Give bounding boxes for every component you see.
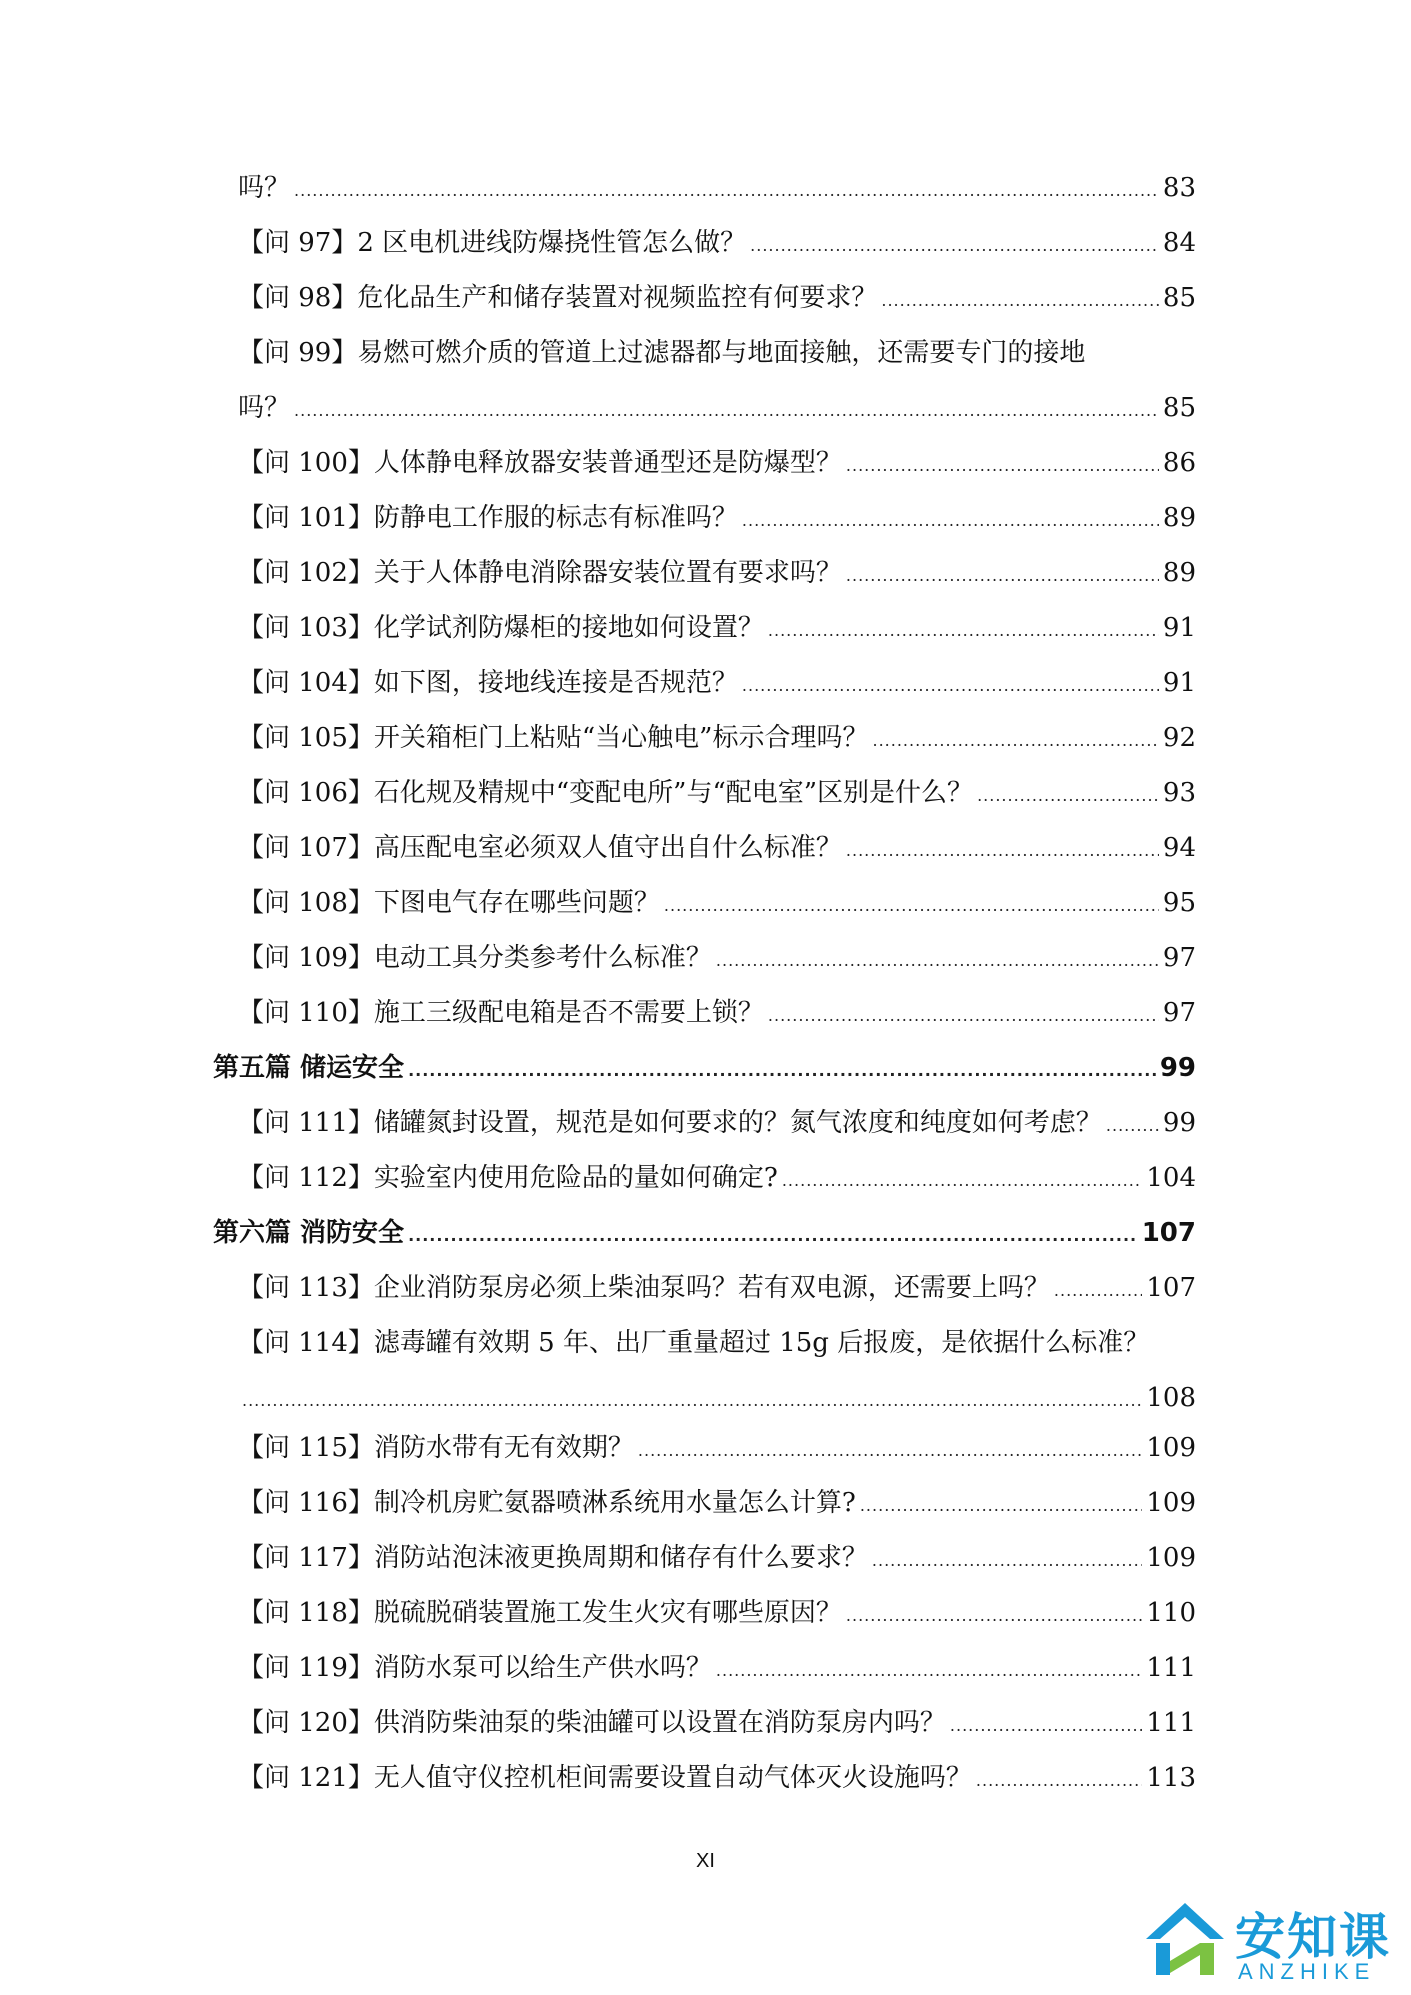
toc-row[interactable]: 【问 118】脱硫脱硝装置施工发生火灾有哪些原因？ ..... 110 (238, 1593, 1196, 1633)
dot-leader (768, 996, 1159, 1036)
dot-leader (860, 1486, 1143, 1526)
page-number: XI (696, 1850, 715, 1872)
toc-row[interactable]: ..... 108 (238, 1378, 1196, 1418)
dot-leader (294, 171, 1159, 211)
toc-row[interactable]: 【问 103】化学试剂防爆柜的接地如何设置？ ..... 91 (238, 608, 1196, 648)
dot-leader (976, 1761, 1142, 1801)
house-logo-icon (1140, 1895, 1230, 1985)
toc-row[interactable]: 【问 120】供消防柴油泵的柴油罐可以设置在消防泵房内吗？ ..... 111 (238, 1703, 1196, 1743)
dot-leader (294, 391, 1159, 431)
toc-row[interactable]: 吗？ ..... 83 (238, 168, 1196, 208)
dot-leader (782, 1161, 1143, 1201)
dot-leader (768, 611, 1159, 651)
toc-row[interactable]: 【问 111】储罐氮封设置，规范是如何要求的？氮气浓度和纯度如何考虑？ ..... 99 (238, 1103, 1196, 1143)
dot-leader (846, 446, 1159, 486)
toc-row[interactable]: 【问 97】2 区电机进线防爆挠性管怎么做？ ..... 84 (238, 223, 1196, 263)
dot-leader (242, 1381, 1142, 1421)
toc-row[interactable]: 【问 113】企业消防泵房必须上柴油泵吗？若有双电源，还需要上吗？ ..... 107 (238, 1268, 1196, 1308)
toc-row[interactable]: 【问 117】消防站泡沫液更换周期和储存有什么要求？ ..... 109 (238, 1538, 1196, 1578)
dot-leader (1054, 1271, 1142, 1311)
dot-leader (716, 941, 1159, 981)
dot-leader (950, 1706, 1142, 1746)
toc-row[interactable]: 吗？ ..... 85 (238, 388, 1196, 428)
dot-leader (742, 501, 1159, 541)
logo-text-cn: 安知课 (1235, 1908, 1391, 1966)
toc-chapter-row[interactable]: 第五篇 储运安全 ..... 99 (213, 1048, 1196, 1088)
dot-leader (750, 226, 1159, 266)
toc-row[interactable]: 【问 101】防静电工作服的标志有标准吗？ ..... 89 (238, 498, 1196, 538)
toc-row[interactable]: 【问 114】滤毒罐有效期 5 年、出厂重量超过 15g 后报废，是依据什么标准？ (238, 1328, 1150, 1358)
anzhike-logo (1140, 1895, 1410, 1995)
toc-row[interactable]: 【问 100】人体静电释放器安装普通型还是防爆型？ ..... 86 (238, 443, 1196, 483)
toc-row[interactable]: 【问 112】实验室内使用危险品的量如何确定? ..... 104 (238, 1158, 1196, 1198)
toc-row[interactable]: 【问 99】易燃可燃介质的管道上过滤器都与地面接触，还需要专门的接地 (238, 338, 1086, 368)
dot-leader (977, 776, 1159, 816)
dot-leader (664, 886, 1159, 926)
toc-row[interactable]: 【问 109】电动工具分类参考什么标准？ ..... 97 (238, 938, 1196, 978)
toc-row[interactable]: 【问 108】下图电气存在哪些问题？ ..... 95 (238, 883, 1196, 923)
dot-leader (408, 1051, 1156, 1091)
toc-row[interactable]: 【问 121】无人值守仪控机柜间需要设置自动气体灭火设施吗？ ..... 113 (238, 1758, 1196, 1798)
toc-row[interactable]: 【问 98】危化品生产和储存装置对视频监控有何要求？ ..... 85 (238, 278, 1196, 318)
logo-text-en: ANZHIKE (1238, 1959, 1376, 1984)
dot-leader (846, 831, 1159, 871)
toc-row[interactable]: 【问 105】开关箱柜门上粘贴“当心触电”标示合理吗？ ..... 92 (238, 718, 1196, 758)
dot-leader (872, 1541, 1142, 1581)
dot-leader (846, 556, 1159, 596)
toc-row[interactable]: 【问 106】石化规及精规中“变配电所”与“配电室”区别是什么？ ..... 93 (238, 773, 1196, 813)
dot-leader (872, 721, 1158, 761)
dot-leader (1106, 1106, 1159, 1146)
toc-row[interactable]: 【问 116】制冷机房贮氨器喷淋系统用水量怎么计算? ..... 109 (238, 1483, 1196, 1523)
toc-row[interactable]: 【问 102】关于人体静电消除器安装位置有要求吗？ ..... 89 (238, 553, 1196, 593)
dot-leader (742, 666, 1159, 706)
dot-leader (846, 1596, 1142, 1636)
dot-leader (408, 1216, 1138, 1256)
toc-row[interactable]: 【问 115】消防水带有无有效期？ ..... 109 (238, 1428, 1196, 1468)
toc-row[interactable]: 【问 107】高压配电室必须双人值守出自什么标准？ ..... 94 (238, 828, 1196, 868)
toc-chapter-row[interactable]: 第六篇 消防安全 ..... 107 (213, 1213, 1196, 1253)
dot-leader (716, 1651, 1142, 1691)
toc-row[interactable]: 【问 110】施工三级配电箱是否不需要上锁？ ..... 97 (238, 993, 1196, 1033)
toc-row[interactable]: 【问 104】如下图，接地线连接是否规范？ ..... 91 (238, 663, 1196, 703)
dot-leader (881, 281, 1159, 321)
dot-leader (638, 1431, 1142, 1471)
toc-row[interactable]: 【问 119】消防水泵可以给生产供水吗？ ..... 111 (238, 1648, 1196, 1688)
